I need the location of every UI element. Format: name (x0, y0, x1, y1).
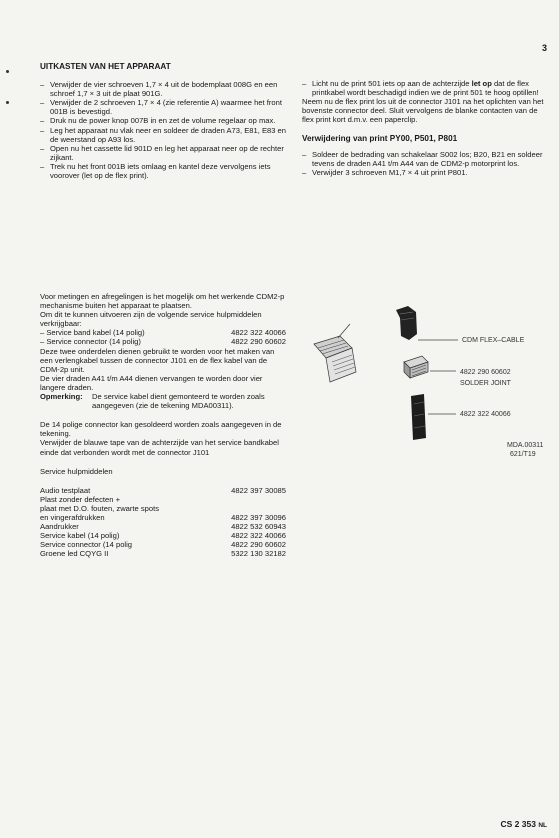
service-name: Aandrukker (40, 522, 79, 532)
solder-joint-label: SOLDER JOINT (460, 380, 511, 387)
tool-row (40, 337, 286, 346)
warning-text: let op (471, 79, 492, 88)
remark-text: De service kabel dient gemonteerd te worden zoals aangegeven (zie de tekening MDA00311). (92, 392, 265, 411)
page-number: 3 (541, 43, 547, 53)
intro-paragraph: Voor metingen en afregelingen is het mogelijk om het werkende CDM2-p mechanisme buiten het apparaat te plaatsen. (40, 292, 285, 311)
tool-row (40, 328, 286, 337)
measurement-section (40, 292, 286, 558)
body-paragraph: De 14 polige connector kan gesoldeerd worden zoals aangegeven in de tekening. (40, 420, 282, 439)
step-list (40, 80, 290, 180)
part-code: 4822 290 60602 (231, 337, 286, 347)
instruction-paragraph: Neem nu de flex print los uit de connector J101 na het oplichten van het bovenste connector deel. Sluit vervolgens de blanke contacten van de flex print kort d.m.v. een paperclip. (302, 97, 544, 125)
step-item: – Open nu het cassette lid 901D en leg het apparaat neer op de rechter zijkant. (40, 144, 290, 162)
part-code: 5322 130 32182 (231, 549, 286, 559)
drawing-reference: MDA.00311 (507, 442, 544, 449)
tool-name: – Service connector (14 polig) (40, 337, 141, 347)
service-name: Service kabel (14 polig) (40, 531, 120, 541)
step-text: Licht nu de print 501 iets op aan de achterzijde (312, 79, 472, 88)
service-row (40, 540, 286, 549)
service-name: Plast zonder defecten + (40, 494, 120, 504)
disassembly-section (40, 62, 290, 180)
body-paragraph: Verwijder de blauwe tape van de achterzijde van het service bandkabel einde dat verbonden wordt met de connector J101 (40, 438, 279, 457)
body-paragraph: Deze twee onderdelen dienen gebruikt te worden voor het maken van een verlengkabel tussen de connector J101 en de flex kabel van de CDM-2p unit. (40, 346, 275, 374)
language-code: NL (538, 822, 547, 829)
part-code: 4822 322 40066 (231, 531, 286, 541)
service-name: en vingerafdrukken (40, 512, 105, 522)
service-row (40, 504, 286, 513)
connector-code-label: 4822 290 60602 (460, 369, 511, 376)
step-item: – Druk nu de power knop 007B in en zet de volume regelaar op max. (40, 116, 290, 125)
step-item: – Soldeer de bedrading van schakelaar S002 los; B20, B21 en soldeer tevens de draden A41 t/m A44 van de CDM2-p motorprint los. (302, 150, 547, 168)
step-list (302, 79, 547, 97)
margin-dot (6, 70, 9, 73)
service-name: plaat met D.O. fouten, zwarte spots (40, 503, 160, 513)
service-title: Service hulpmiddelen (40, 466, 113, 476)
step-item (302, 79, 547, 97)
service-name: Audio testplaat (40, 485, 91, 495)
section-heading: UITKASTEN VAN HET APPARAAT (40, 62, 171, 71)
cable-code-label: 4822 322 40066 (460, 411, 511, 418)
drawing-reference: 621/T19 (510, 451, 536, 458)
removal-section (302, 79, 547, 177)
remark-label: Opmerking: (40, 392, 83, 402)
service-row (40, 522, 286, 531)
mechanism-connector-shape (314, 324, 356, 382)
step-text: dat de flex printkabel wordt beschadigd indien we de print 501 te hoog optillen! (312, 79, 539, 98)
part-code: 4822 397 30096 (231, 512, 286, 522)
service-connector-shape (404, 356, 428, 378)
step-list (302, 150, 547, 177)
service-row (40, 531, 286, 540)
part-code: 4822 397 30085 (231, 485, 286, 495)
step-item: – Verwijder de vier schroeven 1,7 × 4 uit de bodemplaat 008G en een schroef 1,7 × 3 uit de plaat 901G. (40, 80, 290, 98)
service-row (40, 513, 286, 522)
service-band-cable-shape (411, 394, 426, 440)
step-item: – Leg het apparaat nu vlak neer en soldeer de draden A73, E81, E83 en de weerstand op A93 los. (40, 126, 290, 144)
service-name: Service connector (14 polig (40, 540, 133, 550)
service-name: Groene led CQYG II (40, 549, 109, 559)
step-item: – Trek nu het front 001B iets omlaag en kantel deze vervolgens iets voorover (let op de flex print). (40, 162, 290, 180)
service-row (40, 486, 286, 495)
document-code-text: CS 2 353 (500, 819, 536, 829)
service-row (40, 495, 286, 504)
cdm-flex-cable-label: CDM FLEX–CABLE (462, 337, 525, 344)
margin-dot (6, 101, 9, 104)
section-heading: Verwijdering van print PY00, P501, P801 (302, 134, 458, 144)
cable-drawing (300, 300, 550, 470)
flex-cable-shape (396, 306, 417, 340)
document-code (501, 820, 548, 830)
intro-paragraph: Om dit te kunnen uitvoeren zijn de volgende service hulpmiddelen verkrijgbaar: (40, 310, 262, 329)
step-item: – Verwijder 3 schroeven M1,7 × 4 uit print P801. (302, 168, 547, 177)
remark (40, 392, 286, 410)
part-code: 4822 290 60602 (231, 540, 286, 550)
step-item: – Verwijder de 2 schroeven 1,7 × 4 (zie referentie A) waarmee het front 001B is bevestigd. (40, 98, 290, 116)
body-paragraph: De vier draden A41 t/m A44 dienen vervangen te worden door vier langere draden. (40, 373, 263, 392)
tool-name: – Service band kabel (14 polig) (40, 328, 145, 338)
service-row (40, 549, 286, 558)
part-code: 4822 322 40066 (231, 328, 286, 338)
part-code: 4822 532 60943 (231, 522, 286, 532)
